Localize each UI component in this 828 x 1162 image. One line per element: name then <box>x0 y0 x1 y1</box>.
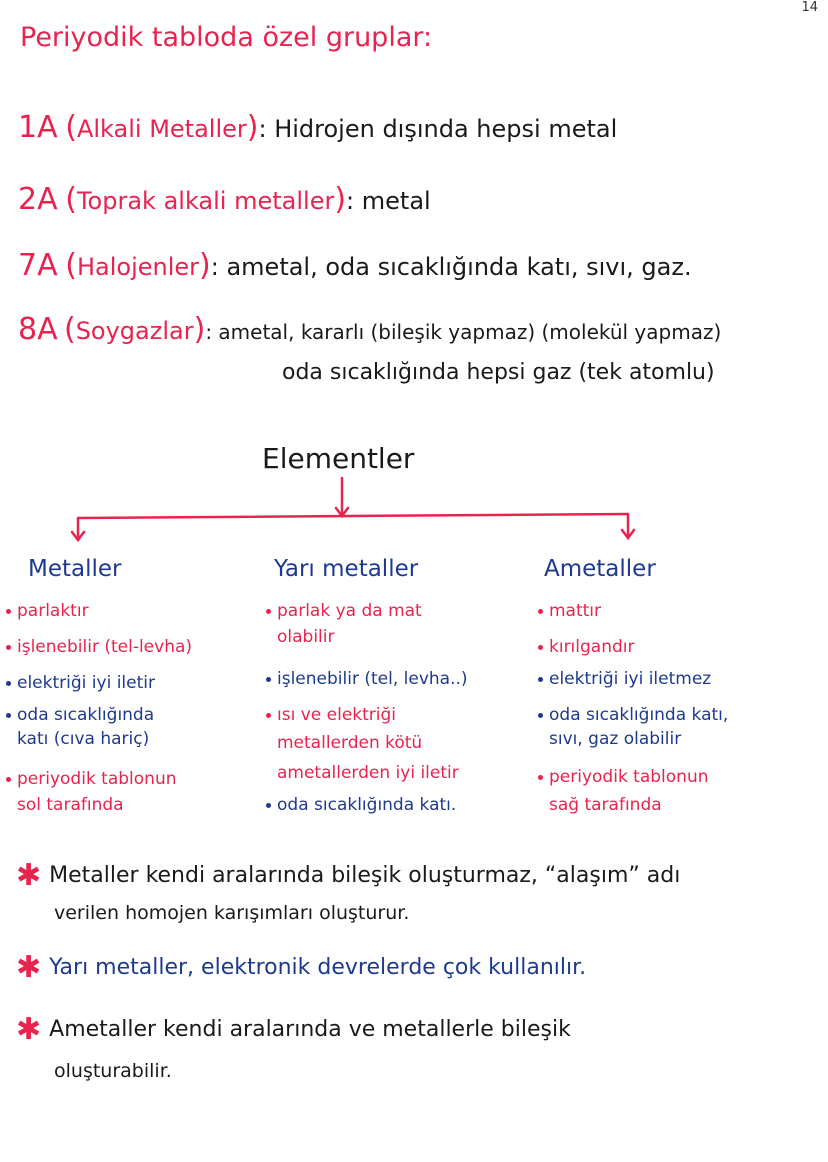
bullet-icon <box>6 609 11 614</box>
diagram-connectors <box>0 470 828 550</box>
paren-close: ) <box>199 248 211 283</box>
list-item-cont: sağ tarafında <box>549 795 662 815</box>
paren-open: ( <box>65 110 77 145</box>
group-1a <box>18 110 617 145</box>
bullet-icon <box>538 677 543 682</box>
list-item: işlenebilir (tel-levha) <box>6 636 192 658</box>
paren-close: ) <box>246 110 259 145</box>
group-code: 2A <box>18 182 58 217</box>
paren-close: ) <box>193 312 206 347</box>
list-item-cont: sol tarafında <box>17 795 124 815</box>
list-item-cont: sıvı, gaz olabilir <box>549 729 682 749</box>
asterisk-icon: ✱ <box>16 950 42 985</box>
group-name: Soygazlar <box>75 317 194 345</box>
list-item: periyodik tablonun <box>6 768 177 790</box>
diagram-root: Elementler <box>262 442 415 475</box>
group-code: 7A <box>18 248 58 283</box>
branch-bar <box>78 514 628 518</box>
asterisk-icon: ✱ <box>16 858 42 893</box>
list-item-cont: metallerden kötü <box>277 733 423 753</box>
group-desc: : metal <box>346 187 431 215</box>
list-item-cont: katı (cıva hariç) <box>17 729 150 749</box>
group-2a <box>18 182 431 217</box>
bullet-icon <box>538 645 543 650</box>
list-item: oda sıcaklığında <box>6 704 154 726</box>
column-title-yari-metaller: Yarı metaller <box>274 556 419 582</box>
bullet-icon <box>266 677 271 682</box>
note-2: ✱ Yarı metaller, elektronik devrelerde çok kullanılır. <box>16 950 587 985</box>
list-item: işlenebilir (tel, levha..) <box>266 668 468 690</box>
note-3-cont: oluşturabilir. <box>54 1060 172 1082</box>
bullet-icon <box>538 609 543 614</box>
bullet-icon <box>538 775 543 780</box>
asterisk-icon: ✱ <box>16 1012 42 1047</box>
list-item: ısı ve elektriği <box>266 704 396 726</box>
group-name: Halojenler <box>76 253 200 281</box>
paren-open: ( <box>65 182 77 217</box>
group-7a <box>18 248 692 283</box>
group-desc: : ametal, kararlı (bileşik yapmaz) (molekül yapmaz) <box>205 320 722 344</box>
list-item: oda sıcaklığında katı. <box>266 794 456 816</box>
group-name: Toprak alkali metaller <box>76 187 335 215</box>
note-3: ✱ Ametaller kendi aralarında ve metallerle bileşik <box>16 1012 571 1047</box>
bullet-icon <box>6 713 11 718</box>
group-desc: : ametal, oda sıcaklığında katı, sıvı, gaz. <box>210 253 692 281</box>
bullet-icon <box>6 645 11 650</box>
list-item-cont: ametallerden iyi iletir <box>277 763 459 783</box>
group-8a-desc-cont: oda sıcaklığında hepsi gaz (tek atomlu) <box>282 360 715 385</box>
paren-open: ( <box>63 312 76 347</box>
list-item: elektriği iyi iletmez <box>538 668 711 690</box>
list-item-cont: olabilir <box>277 627 335 647</box>
bullet-icon <box>266 713 271 718</box>
note-1-cont: verilen homojen karışımları oluşturur. <box>54 902 410 924</box>
group-code: 8A <box>18 312 58 347</box>
paren-open: ( <box>65 248 77 283</box>
group-desc: : Hidrojen dışında hepsi metal <box>258 115 618 143</box>
group-name: Alkali Metaller <box>76 115 247 143</box>
page-title: Periyodik tabloda özel gruplar: <box>20 22 433 53</box>
column-title-ametaller: Ametaller <box>544 556 656 582</box>
list-item: parlaktır <box>6 600 89 622</box>
group-code: 1A <box>18 110 58 145</box>
list-item: parlak ya da mat <box>266 600 422 622</box>
list-item: periyodik tablonun <box>538 766 709 788</box>
bullet-icon <box>266 803 271 808</box>
list-item: oda sıcaklığında katı, <box>538 704 728 726</box>
column-title-metaller: Metaller <box>28 556 122 582</box>
paren-close: ) <box>334 182 347 217</box>
page-number: 14 <box>801 0 818 15</box>
bullet-icon <box>6 777 11 782</box>
bullet-icon <box>6 681 11 686</box>
bullet-icon <box>266 609 271 614</box>
list-item: kırılgandır <box>538 636 635 658</box>
list-item: mattır <box>538 600 601 622</box>
note-1: ✱ Metaller kendi aralarında bileşik oluşturmaz, “alaşım” adı <box>16 858 681 893</box>
list-item: elektriği iyi iletir <box>6 672 155 694</box>
group-8a <box>18 312 721 347</box>
bullet-icon <box>538 713 543 718</box>
